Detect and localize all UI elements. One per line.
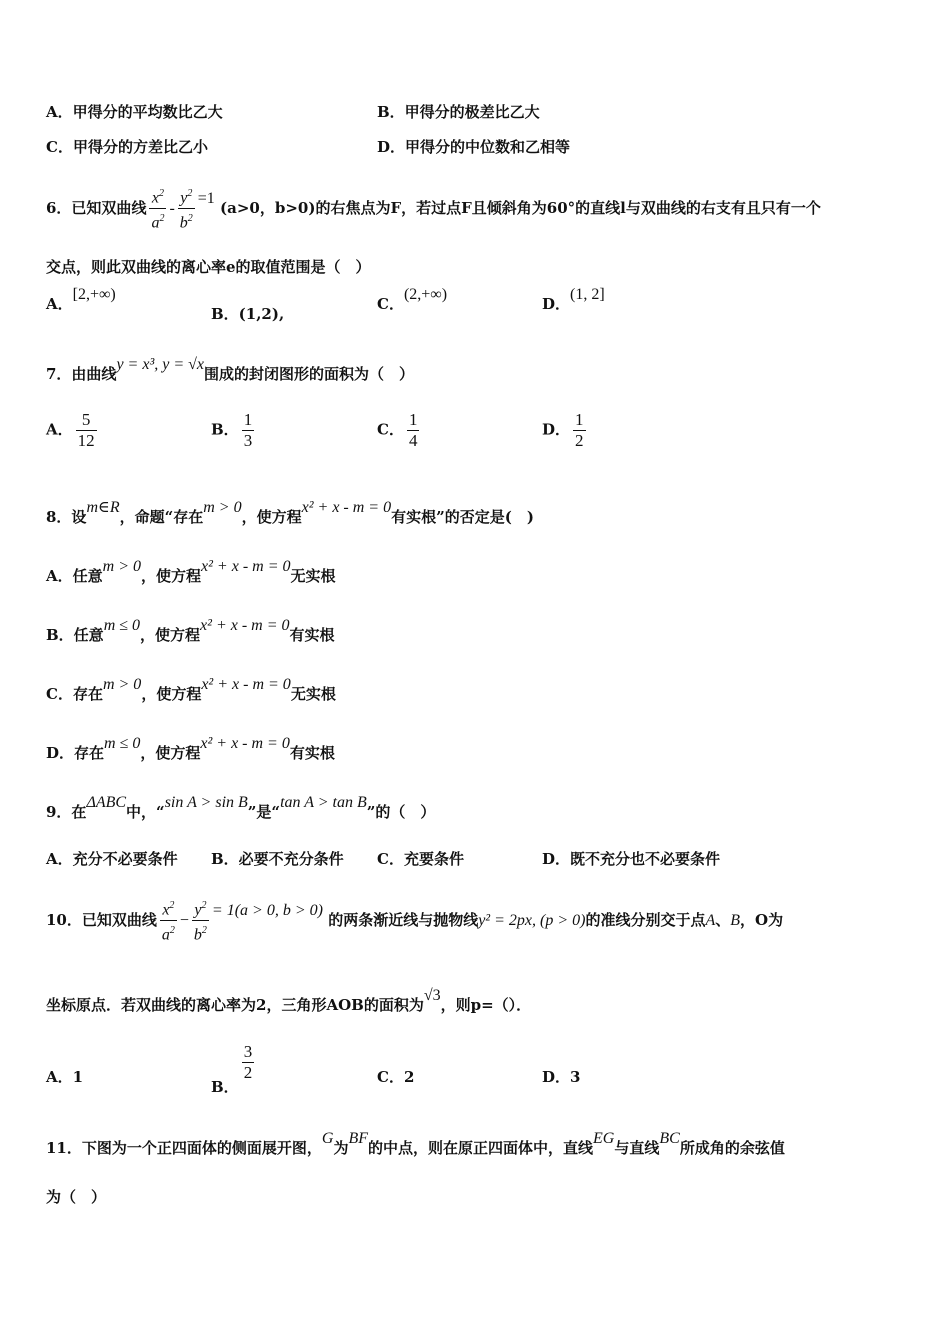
q10-eq-rhs: = 1(a > 0, b > 0)	[211, 901, 323, 919]
q7-option-c	[377, 410, 422, 451]
q9-part-1: 中，“	[126, 803, 165, 821]
q8-option-b-label: B．任意	[46, 626, 104, 644]
q9-number: 9．在	[46, 803, 87, 821]
q8-option-a-cond: m > 0	[102, 558, 141, 575]
q8-option-b-tail: 有实根	[289, 626, 335, 644]
q7-option-d-denominator: 2	[575, 431, 584, 450]
q8-option-b-mid: ，使方程	[140, 626, 201, 644]
q7-option-d-frac	[573, 410, 586, 451]
q7-option-d-label: D．	[542, 420, 571, 439]
q9-option-c: C．充要条件	[377, 850, 464, 868]
q6-stem-line1: 6．已知双曲线 $\frac{x^2}{a^2}$ - $\frac{y^2}{b^2}$ =1 (a>0，b>0)的右焦点为F，若过点F且倾斜角为60°的直线l与双曲线的右支有且只有一个	[46, 184, 821, 234]
q7-option-a-numerator: 5	[81, 410, 91, 429]
q11-part-3: 与直线	[614, 1139, 660, 1157]
q8-stem-text-1: ，命题“存在	[119, 508, 204, 526]
q8-option-d-label: D．存在	[46, 744, 105, 762]
q6-option-d-math: (1, 2]	[570, 286, 605, 303]
q7-option-c-label: C．	[377, 420, 404, 439]
q6-stem-line2: 交点，则此双曲线的离心率e的取值范围是（ ）	[46, 258, 371, 276]
q8-option-a-mid: ，使方程	[141, 567, 202, 585]
q5-option-c: C．甲得分的方差比乙小	[46, 138, 208, 156]
q6-option-a-label: A．	[46, 295, 73, 313]
q8-option-d-cond: m ≤ 0	[104, 735, 141, 752]
q8-number: 8．设	[46, 508, 87, 526]
q11-stem-line1	[46, 1130, 785, 1159]
q6-option-d-label: D．	[542, 295, 571, 313]
q9-option-d: D．既不充分也不必要条件	[542, 850, 721, 868]
q10-point-b: B	[730, 911, 741, 929]
q5-option-b: B．甲得分的极差比乙大	[377, 103, 540, 121]
q6-eq-rhs: =1	[197, 189, 215, 207]
q9-part-2: ”是“	[247, 803, 281, 821]
q11-g: G	[321, 1130, 334, 1147]
q8-option-c-tail: 无实根	[290, 685, 336, 703]
q10-stem-line2	[46, 987, 532, 1016]
q6-option-c-label: C．	[377, 295, 404, 313]
q10-option-b-frac	[242, 1042, 255, 1083]
q8-option-b	[46, 617, 335, 646]
q8-option-c-eq: x² + x - m = 0	[201, 676, 291, 693]
q6-option-b: B．(1,2),	[211, 305, 285, 323]
q10-frac-x: $\frac{x^2}{a^2}$	[161, 900, 175, 944]
q8-option-d-mid: ，使方程	[140, 744, 201, 762]
q7-option-d	[542, 410, 589, 451]
q11-eg: EG	[593, 1130, 615, 1147]
q9-sin: sin A > sin B	[164, 794, 248, 811]
q10-option-c: C．2	[377, 1068, 415, 1086]
q5-option-a: A．甲得分的平均数比乙大	[46, 103, 223, 121]
q7-option-c-denominator: 4	[408, 431, 418, 450]
q7-option-b-denominator: 3	[243, 431, 253, 450]
q7-option-a-label: A．	[46, 420, 73, 439]
q10-option-b	[211, 1042, 257, 1096]
q7-stem-text: 围成的封闭图形的面积为（ ）	[204, 365, 415, 383]
q9-part-3: ”的（ ）	[366, 803, 436, 821]
q7-option-b-frac	[242, 410, 255, 451]
q7-number: 7．由曲线	[46, 365, 117, 383]
q10-stem2-a: 坐标原点．若双曲线的离心率为2，三角形AOB的面积为	[46, 996, 424, 1014]
q7-option-d-numerator: 1	[575, 410, 584, 429]
q7-option-b-label: B．	[211, 420, 239, 439]
q5-option-d: D．甲得分的中位数和乙相等	[377, 138, 571, 156]
q10-number: 10．已知双曲线	[46, 910, 157, 929]
q8-stem	[46, 499, 534, 528]
q10-sqrt3: √3	[423, 987, 441, 1004]
q9-triangle: ΔABC	[86, 794, 127, 811]
q10-part-2: 的准线分别交于点	[585, 910, 706, 929]
q11-part-2: 的中点，则在原正四面体中，直线	[368, 1139, 594, 1157]
q8-option-b-eq: x² + x - m = 0	[200, 617, 290, 634]
q8-m-in-r: m∈R	[86, 499, 120, 516]
q7-option-c-numerator: 1	[408, 410, 418, 429]
q10-frac-y: $\frac{y^2}{b^2}$	[193, 900, 207, 944]
q7-option-b	[211, 410, 257, 451]
q7-option-a-frac	[76, 410, 97, 451]
q10-option-a: A．1	[46, 1068, 84, 1086]
q6-option-a	[46, 286, 116, 315]
q10-option-b-denominator: 2	[243, 1063, 253, 1082]
q8-option-a-eq: x² + x - m = 0	[201, 558, 291, 575]
q10-stem2-b: ，则p=（）．	[440, 996, 532, 1014]
q8-option-a	[46, 558, 336, 587]
q8-option-c-cond: m > 0	[102, 676, 142, 693]
q9-stem	[46, 794, 436, 823]
q6-option-c	[377, 286, 448, 315]
q8-option-a-tail: 无实根	[290, 567, 336, 585]
q11-stem-line2: 为（ ）	[46, 1188, 107, 1206]
q8-option-c-label: C．存在	[46, 685, 103, 703]
q9-tan: tan A > tan B	[280, 794, 367, 811]
q7-math: y = x³, y = √x	[116, 356, 205, 373]
q7-option-a-denominator: 12	[77, 431, 95, 450]
q6-frac-x: $\frac{x^2}{a^2}$	[151, 188, 165, 232]
q10-part-3: ，O为	[740, 910, 784, 929]
q11-bf: BF	[348, 1130, 369, 1147]
q10-separator: 、	[715, 910, 731, 929]
q8-option-d	[46, 735, 335, 764]
q7-stem	[46, 356, 415, 385]
q6-number: 6．已知双曲线	[46, 198, 147, 217]
q10-parabola: y² = 2px, (p > 0)	[478, 911, 586, 929]
q8-stem-text-2: ，使方程	[241, 508, 302, 526]
q10-part-1: 的两条渐近线与抛物线	[328, 910, 479, 929]
q11-part-4: 所成角的余弦值	[679, 1139, 785, 1157]
q10-option-b-label: B．	[211, 1077, 239, 1096]
q8-cond: m > 0	[203, 499, 242, 516]
q6-frac-y: $\frac{y^2}{b^2}$	[179, 188, 193, 232]
q8-option-b-cond: m ≤ 0	[103, 617, 141, 634]
q11-bc: BC	[659, 1130, 680, 1147]
q6-stem-text: (a>0，b>0)的右焦点为F，若过点F且倾斜角为60°的直线l与双曲线的右支有且只有一个	[220, 198, 821, 217]
q6-option-d	[542, 286, 605, 315]
q8-option-d-eq: x² + x - m = 0	[200, 735, 290, 752]
q10-option-b-numerator: 3	[243, 1042, 253, 1061]
q9-option-a: A．充分不必要条件	[46, 850, 178, 868]
q8-option-a-label: A．任意	[46, 567, 103, 585]
q8-eq: x² + x - m = 0	[301, 499, 392, 516]
q7-option-c-frac	[407, 410, 420, 451]
q7-option-b-numerator: 1	[243, 410, 253, 429]
q8-option-c-mid: ，使方程	[141, 685, 202, 703]
q8-option-d-tail: 有实根	[289, 744, 335, 762]
q10-stem-line1: 10．已知双曲线 $\frac{x^2}{a^2}$ − $\frac{y^2}{b^2}$ = 1(a > 0, b > 0) 的两条渐近线与抛物线y² = 2px, (p > 0)的准线分别交于点A、B，O为	[46, 896, 783, 946]
q8-option-c	[46, 676, 336, 705]
q6-option-c-math: (2,+∞)	[403, 286, 448, 303]
q11-part-1: 为	[333, 1139, 349, 1157]
q7-option-a	[46, 410, 100, 451]
q8-stem-text-3: 有实根”的否定是( )	[391, 508, 534, 526]
q6-option-a-math: [2,+∞)	[72, 286, 116, 303]
q10-option-d: D．3	[542, 1068, 581, 1086]
q9-option-b: B．必要不充分条件	[211, 850, 344, 868]
q11-number: 11．下图为一个正四面体的侧面展开图，	[46, 1139, 322, 1157]
q10-point-a: A	[705, 911, 716, 929]
